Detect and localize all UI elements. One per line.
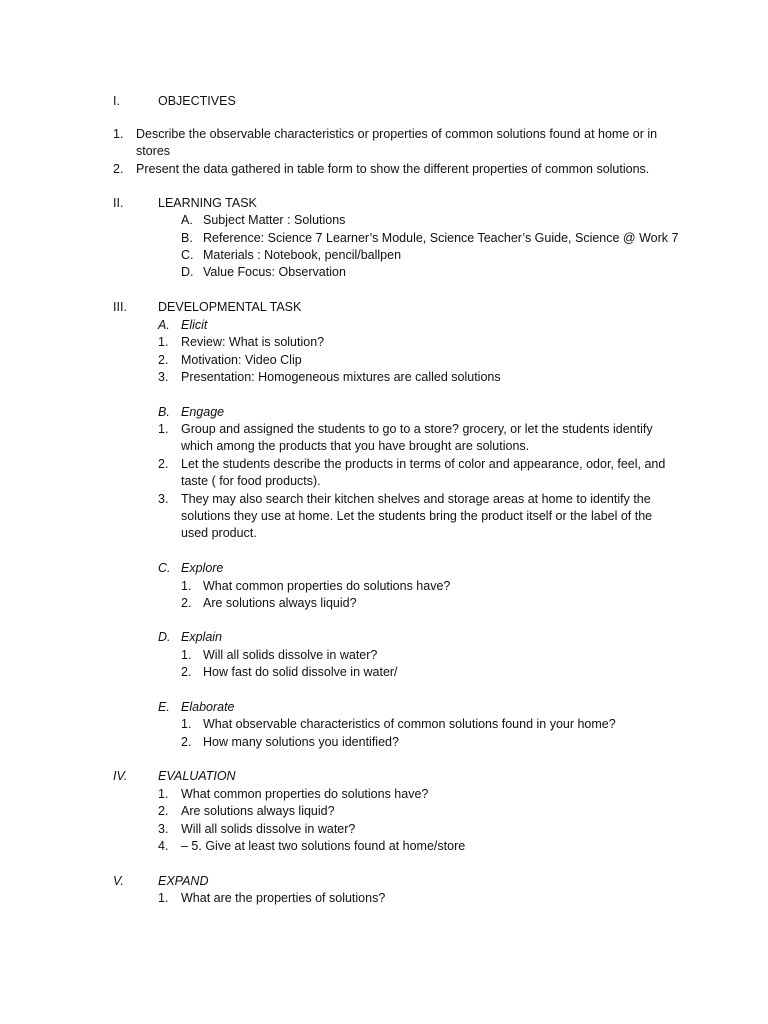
list-number: 1.: [158, 891, 169, 905]
learning-task-letter: C.: [181, 248, 194, 262]
list-number: 1.: [181, 579, 192, 593]
section-learning-task-title: LEARNING TASK: [158, 196, 257, 210]
subsection-letter: D.: [158, 630, 171, 644]
objective-number: 2.: [113, 162, 124, 176]
learning-task-item: Subject Matter : Solutions: [203, 213, 346, 227]
list-number: 3.: [158, 370, 169, 384]
list-number: 3.: [158, 492, 169, 506]
subsection-letter: C.: [158, 561, 171, 575]
section-developmental-task-numeral: III.: [113, 300, 127, 314]
subsection-elicit-title: Elicit: [181, 318, 208, 332]
section-learning-task-numeral: II.: [113, 196, 124, 210]
section-objectives-numeral: I.: [113, 94, 120, 108]
subsection-letter: B.: [158, 405, 170, 419]
list-number: 1.: [158, 422, 169, 436]
learning-task-item: Value Focus: Observation: [203, 265, 346, 279]
evaluation-item: What common properties do solutions have?: [181, 787, 429, 801]
list-number: 4.: [158, 839, 169, 853]
section-expand-numeral: V.: [113, 874, 124, 888]
learning-task-letter: A.: [181, 213, 193, 227]
subsection-elaborate-title: Elaborate: [181, 700, 235, 714]
list-number: 2.: [158, 457, 169, 471]
explain-item: How fast do solid dissolve in water/: [203, 665, 398, 679]
engage-item: used product.: [181, 526, 257, 540]
learning-task-item: Materials : Notebook, pencil/ballpen: [203, 248, 402, 262]
engage-item: They may also search their kitchen shelves and storage areas at home to identify the: [181, 492, 651, 506]
list-number: 2.: [158, 804, 169, 818]
evaluation-item: Will all solids dissolve in water?: [181, 822, 356, 836]
section-objectives-title: OBJECTIVES: [158, 94, 236, 108]
subsection-explain-title: Explain: [181, 630, 222, 644]
objective-text: stores: [136, 144, 171, 158]
learning-task-letter: B.: [181, 231, 193, 245]
section-expand-title: EXPAND: [158, 874, 209, 888]
learning-task-item: Reference: Science 7 Learner’s Module, Science Teacher’s Guide, Science @ Work 7: [203, 231, 679, 245]
list-number: 1.: [158, 787, 169, 801]
engage-item: Let the students describe the products in terms of color and appearance, odor, feel, and: [181, 457, 666, 471]
elicit-item: Presentation: Homogeneous mixtures are called solutions: [181, 370, 501, 384]
engage-item: which among the products that you have brought are solutions.: [181, 439, 530, 453]
subsection-explore-title: Explore: [181, 561, 224, 575]
list-number: 1.: [181, 648, 192, 662]
engage-item: solutions they use at home. Let the students bring the product itself or the label of the: [181, 509, 653, 523]
explore-item: Are solutions always liquid?: [203, 596, 357, 610]
section-evaluation-title: EVALUATION: [158, 769, 236, 783]
section-developmental-task-title: DEVELOPMENTAL TASK: [158, 300, 302, 314]
engage-item: Group and assigned the students to go to a store? grocery, or let the students identify: [181, 422, 653, 436]
list-number: 2.: [181, 665, 192, 679]
elicit-item: Motivation: Video Clip: [181, 353, 302, 367]
engage-item: taste ( for food products).: [181, 474, 321, 488]
elaborate-item: How many solutions you identified?: [203, 735, 399, 749]
objective-text: Present the data gathered in table form to show the different properties of common solutions.: [136, 162, 650, 176]
subsection-letter: E.: [158, 700, 170, 714]
list-number: 3.: [158, 822, 169, 836]
expand-item: What are the properties of solutions?: [181, 891, 386, 905]
learning-task-letter: D.: [181, 265, 194, 279]
explore-item: What common properties do solutions have?: [203, 579, 451, 593]
list-number: 2.: [181, 596, 192, 610]
list-number: 2.: [158, 353, 169, 367]
elaborate-item: What observable characteristics of common solutions found in your home?: [203, 717, 616, 731]
section-evaluation-numeral: IV.: [113, 769, 128, 783]
list-number: 2.: [181, 735, 192, 749]
objective-number: 1.: [113, 127, 124, 141]
evaluation-item: – 5. Give at least two solutions found at home/store: [181, 839, 466, 853]
subsection-engage-title: Engage: [181, 405, 225, 419]
objective-text: Describe the observable characteristics or properties of common solutions found at home or in: [136, 127, 658, 141]
elicit-item: Review: What is solution?: [181, 335, 325, 349]
explain-item: Will all solids dissolve in water?: [203, 648, 378, 662]
list-number: 1.: [181, 717, 192, 731]
subsection-letter: A.: [158, 318, 170, 332]
list-number: 1.: [158, 335, 169, 349]
evaluation-item: Are solutions always liquid?: [181, 804, 335, 818]
